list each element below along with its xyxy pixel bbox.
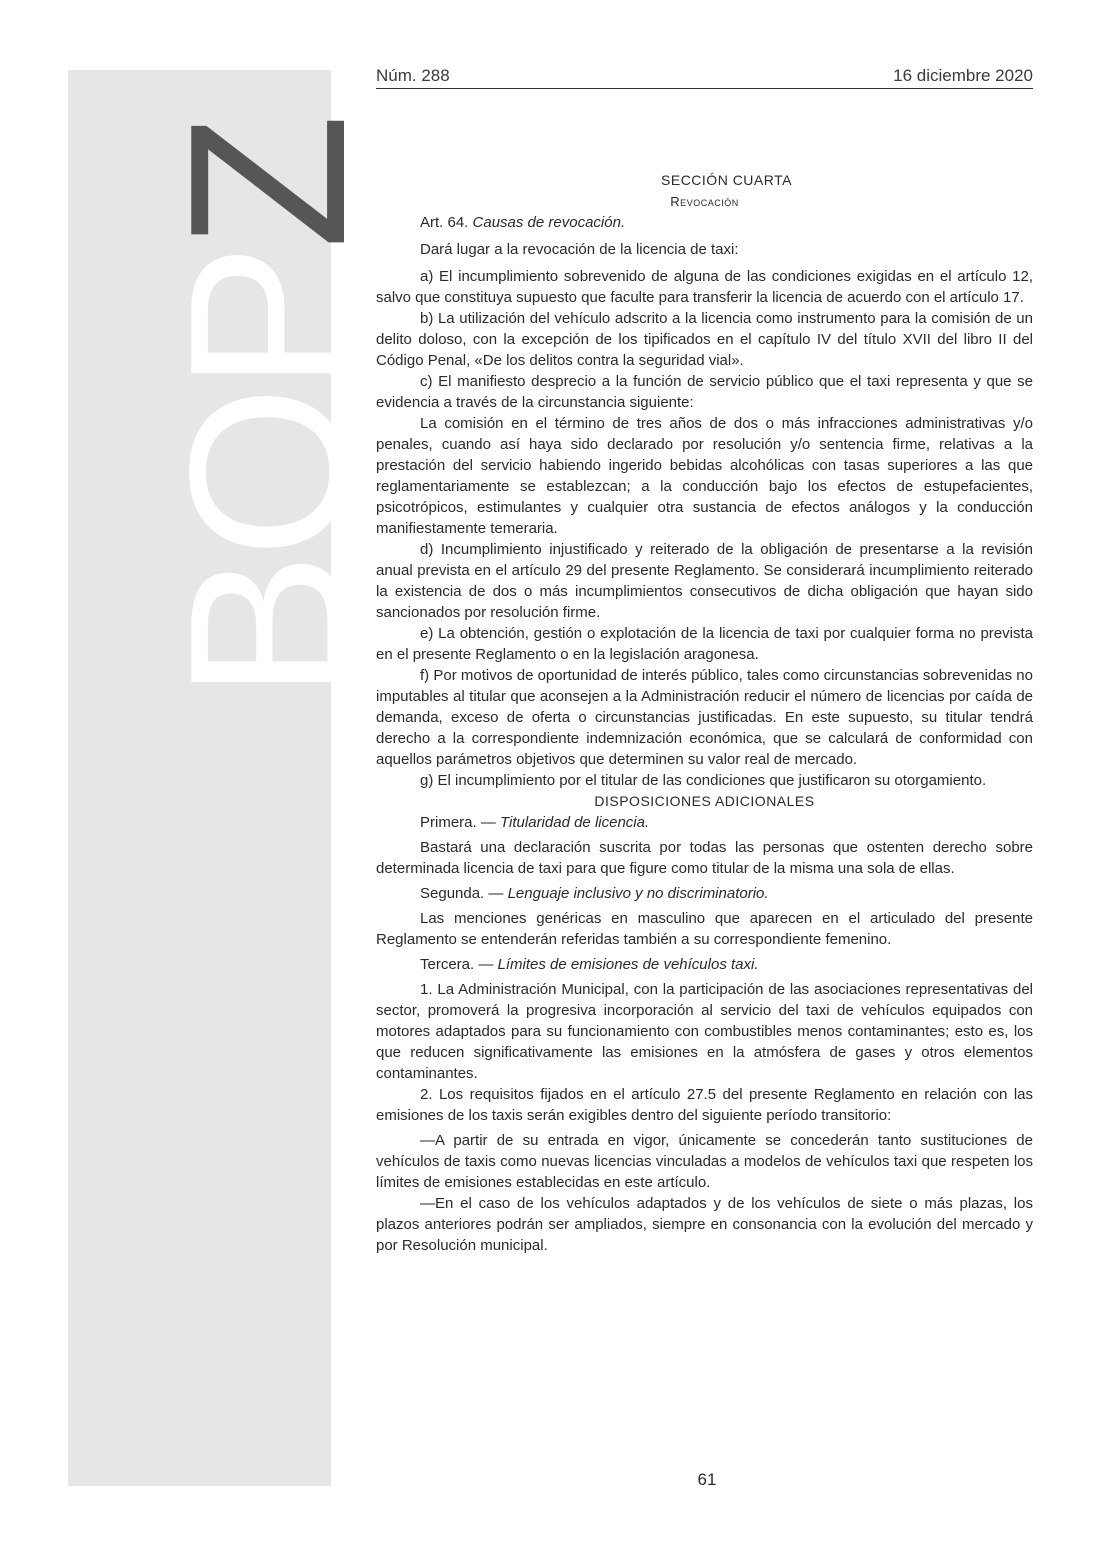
logo-bop: BOP [144,249,392,701]
article-paragraph: La comisión en el término de tres años de dos o más infracciones administrativas y/o penales, cuando así haya sido declarado por resolución y/o sentencia firme, relativas a la prestación del servicio habiendo ingerido bebidas alcohólicas con tasas superiores a las que reglamentariamente se establezcan; a la conducción bajo los efectos de estupefacientes, psicotrópicos, estimulantes y cualquier otra sustancia de efectos análogos y la conducción manifiestamente temeraria. [376,415,1033,537]
article-lead: Dará lugar a la revocación de la licencia de taxi: [420,241,739,258]
tercera-paragraph: 2. Los requisitos fijados en el artículo 27.5 del presente Reglamento en relación con las emisiones de los taxis serán exigibles dentro del siguiente período transitorio: [376,1086,1033,1124]
article-paragraph: f) Por motivos de oportunidad de interés público, tales como circunstancias sobrevenidas no imputables al titular que aconsejen a la Administración reducir el número de licencias por caída de demanda, exceso de oferta o circunstancias justificadas. En este supuesto, su titular tendrá derecho a la correspondiente indemnización económica, que se calculará de conformidad con aquellos parámetros objetivos que determinen su valor real de mercado. [376,667,1033,768]
tercera-paragraph: 1. La Administración Municipal, con la participación de las asociaciones representativas del sector, promoverá la progresiva incorporación al servicio del taxi de vehículos equipados con motores adaptados para su funcionamiento con combustibles menos contaminantes; esto es, los que reducen significativamente las emisiones en la atmósfera de gases y otros elementos contaminantes. [376,981,1033,1082]
page-number: 61 [697,1470,717,1489]
primera-heading: Primera. — Titularidad de licencia. [420,814,650,831]
tercera-heading: Tercera. — Límites de emisiones de vehículos taxi. [420,956,759,973]
page-header [376,66,1033,89]
issue-number: Núm. 288 [376,66,450,85]
article-heading [376,212,1033,233]
section-title: SECCIÓN CUARTA [661,172,792,188]
issue-date: 16 diciembre 2020 [893,66,1033,85]
primera-text: Bastará una declaración suscrita por todas las personas que ostenten derecho sobre determinada licencia de taxi para que figure como titular de la misma una sola de ellas. [376,839,1033,877]
article-title: Causas de revocación. [472,214,626,231]
article-paragraph: b) La utilización del vehículo adscrito a la licencia como instrumento para la comisión de un delito doloso, con la excepción de los tipificados en el capítulo IV del título XVII del libro II del Código Penal, «De los delitos contra la seguridad vial». [376,310,1033,369]
tercera-paragraph: —A partir de su entrada en vigor, únicamente se concederán tanto sustituciones de vehículos de taxis como nuevas licencias vinculadas a modelos de vehículos taxi que respeten los límites de emisiones establecidas en este artículo. [376,1132,1033,1191]
disposiciones-title: DISPOSICIONES ADICIONALES [594,793,815,809]
tercera-paragraph: —En el caso de los vehículos adaptados y de los vehículos de siete o más plazas, los plazos anteriores podrán ser ampliados, siempre en consonancia con la evolución del mercado y por Resolución municipal. [376,1195,1033,1254]
document-body [376,170,1033,1256]
article-paragraph: c) El manifiesto desprecio a la función de servicio público que el taxi representa y que se evidencia a través de la circunstancia siguiente: [376,373,1033,411]
section-subtitle: Revocación [670,194,739,209]
article-paragraph: d) Incumplimiento injustificado y reiterado de la obligación de presentarse a la revisión anual prevista en el artículo 29 del presente Reglamento. Se considerará incumplimiento reiterado la existencia de dos o más incumplimientos consecutivos de dicha obligación que hayan sido sancionados por resolución firme. [376,541,1033,621]
article-paragraph: a) El incumplimiento sobrevenido de alguna de las condiciones exigidas en el artículo 12, salvo que constituya supuesto que faculte para transferir la licencia de acuerdo con el artículo 17. [376,268,1033,306]
sidebar-band [68,70,392,1486]
segunda-text: Las menciones genéricas en masculino que aparecen en el articulado del presente Reglamento se entenderán referidas también a su correspondiente femenino. [376,910,1033,948]
segunda-heading: Segunda. — Lenguaje inclusivo y no discriminatorio. [420,885,769,902]
bopz-logo [144,119,392,701]
article-paragraph: g) El incumplimiento por el titular de las condiciones que justificaron su otorgamiento. [420,772,987,789]
article-number: Art. 64. [420,214,469,231]
logo-z: Z [144,119,392,250]
article-paragraph: e) La obtención, gestión o explotación de la licencia de taxi por cualquier forma no prevista en el presente Reglamento o en la legislación aragonesa. [376,625,1033,663]
